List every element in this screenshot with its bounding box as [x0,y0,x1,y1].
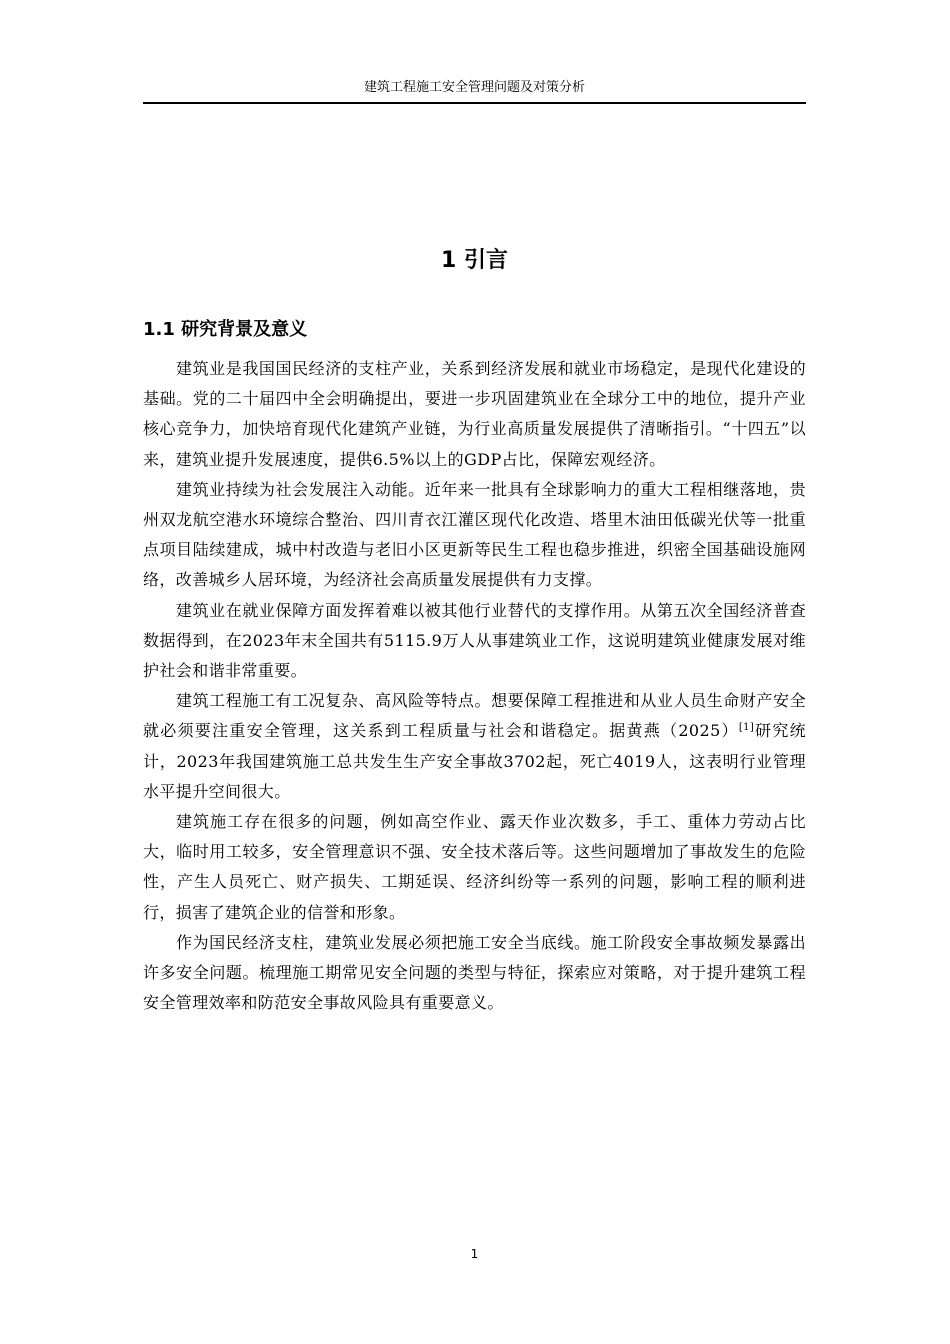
section-title: 1.1 研究背景及意义 [143,319,308,340]
paragraph-4-text-before: 建筑工程施工有工况复杂、高风险等特点。想要保障工程推进和从业人员生命财产安全就必须要注重安全管理，这关系到工程质量与社会和谐稳定。据黄燕（2025） [143,691,806,741]
paragraph-4-text-after: 研究统计，2023年我国建筑施工总共发生生产安全事故3702起，死亡4019人，这表明行业管理水平提升空间很大。 [143,721,806,801]
paragraph-1: 建筑业是我国国民经济的支柱产业，关系到经济发展和就业市场稳定，是现代化建设的基础。党的二十届四中全会明确提出，要进一步巩固建筑业在全球分工中的地位，提升产业核心竞争力，加快培育现代化建筑产业链，为行业高质量发展提供了清晰指引。“十四五”以来，建筑业提升发展速度，提供6.5%以上的GDP占比，保障宏观经济。 [143,359,806,469]
citation-reference[interactable]: [1] [738,722,755,734]
chapter-title: 1 引言 [441,248,508,273]
paragraph-4 [143,686,806,807]
paragraph-2: 建筑业持续为社会发展注入动能。近年来一批具有全球影响力的重大工程相继落地，贵州双龙航空港水环境综合整治、四川青衣江灌区现代化改造、塔里木油田低碳光伏等一批重点项目陆续建成，城中村改造与老旧小区更新等民生工程也稳步推进，织密全国基础设施网络，改善城乡人居环境，为经济社会高质量发展提供有力支撑。 [143,479,806,590]
paragraph-6: 作为国民经济支柱，建筑业发展必须把施工安全当底线。施工阶段安全事故频发暴露出许多安全问题。梳理施工期常见安全问题的类型与特征，探索应对策略，对于提升建筑工程安全管理效率和防范安全事故风险具有重要意义。 [143,932,806,1013]
page-header: 建筑工程施工安全管理问题及对策分析 [143,80,806,104]
body-text [143,354,806,1018]
paragraph-3: 建筑业在就业保障方面发挥着难以被其他行业替代的支撑作用。从第五次全国经济普查数据得到，在2023年末全国共有5115.9万人从事建筑业工作，这说明建筑业健康发展对维护社会和谐非常重要。 [143,600,806,681]
paragraph-5: 建筑施工存在很多的问题，例如高空作业、露天作业次数多，手工、重体力劳动占比大，临时用工较多，安全管理意识不强、安全技术落后等。这些问题增加了事故发生的危险性，产生人员死亡、财产损失、工期延误、经济纠纷等一系列的问题，影响工程的顺利进行，损害了建筑企业的信誉和形象。 [143,812,806,922]
page-number: 1 [470,1247,479,1261]
